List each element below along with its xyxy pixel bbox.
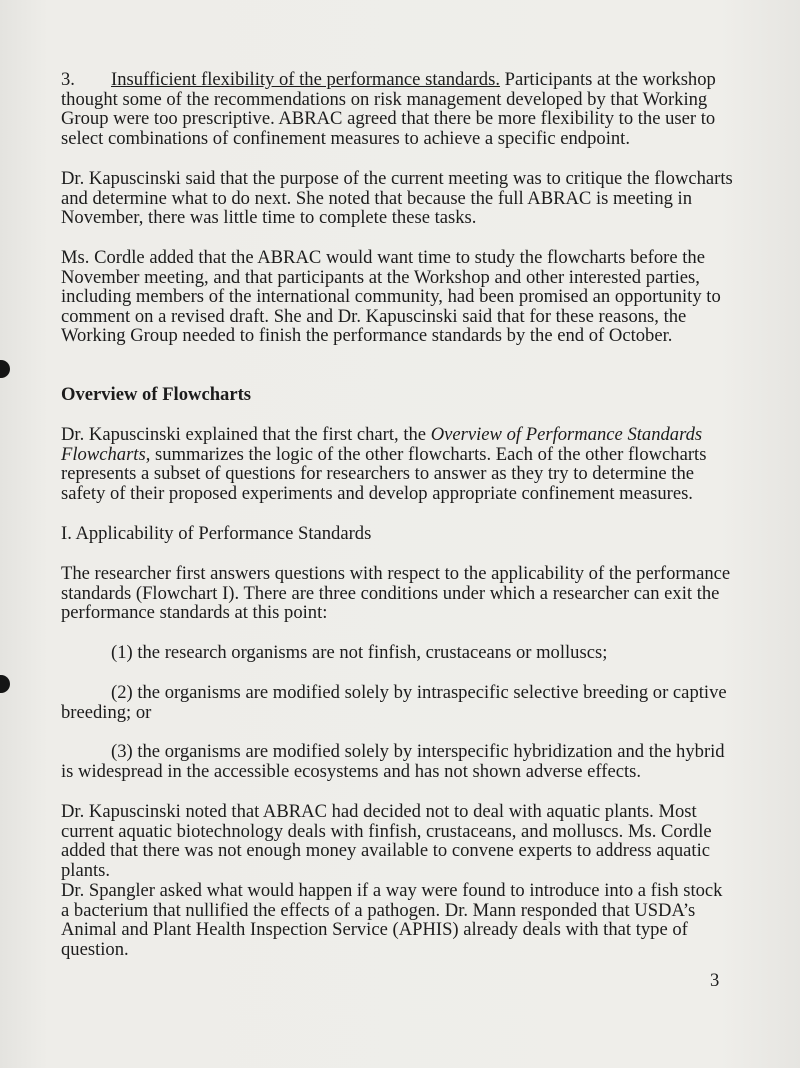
paragraph-applicability: The researcher first answers questions with respect to the applicability of the performance standards (Flowchart I). There are three conditions under which a researcher can exit the performance standards at this point: [61, 563, 731, 624]
item-title: Insufficient flexibility of the performance standards. [111, 69, 500, 90]
paragraph-overview [61, 425, 733, 503]
overview-text-b: , summarizes the logic of the other flowcharts. Each of the other flowcharts represents a subset of questions for researchers to answer as they try to determine the safety of their proposed experiments and develop appropriate confinement measures. [61, 443, 707, 504]
condition-1: (1) the research organisms are not finfish, crustaceans or molluscs; [111, 642, 608, 663]
overview-chart-title: Overview of Performance Standards Flowcharts [61, 424, 703, 465]
item-number: 3. [61, 69, 75, 90]
punch-hole [0, 360, 10, 378]
paragraph-spangler: Dr. Spangler asked what would happen if a way were found to introduce into a fish stock a bacterium that nullified the effects of a pathogen. Dr. Mann responded that USDA’s Animal and Plant Health Inspection Service (APHIS) already deals with that type of question. [61, 880, 723, 960]
heading-overview: Overview of Flowcharts [61, 384, 252, 405]
item-body: Participants at the workshop thought some of the recommendations on risk management developed by that Working Group were too prescriptive. ABRAC agreed that there be more flexibility to the user to select combinations of confinement measures to achieve a specific endpoint. [61, 69, 716, 149]
paragraph-purpose: Dr. Kapuscinski said that the purpose of the current meeting was to critique the flowcharts and determine what to do next. She noted that because the full ABRAC is meeting in November, there was little time to complete these tasks. [61, 168, 733, 229]
item-3-paragraph [61, 70, 733, 148]
paragraph-aquatic-plants: Dr. Kapuscinski noted that ABRAC had decided not to deal with aquatic plants. Most current aquatic biotechnology deals with finfish, crustaceans, and molluscs. Ms. Cordle added that there was not enough money available to convene experts to address aquatic plants. [61, 801, 712, 881]
condition-3: (3) the organisms are modified solely by interspecific hybridization and the hybrid is widespread in the accessible ecosystems and has not shown adverse effects. [61, 741, 725, 782]
heading-section-1: I. Applicability of Performance Standards [61, 523, 372, 544]
punch-hole [0, 675, 10, 693]
overview-text-a: Dr. Kapuscinski explained that the first chart, the [61, 424, 431, 445]
condition-2: (2) the organisms are modified solely by intraspecific selective breeding or captive breeding; or [61, 682, 727, 723]
page-number: 3 [710, 970, 720, 991]
paragraph-cordle: Ms. Cordle added that the ABRAC would want time to study the flowcharts before the November meeting, and that participants at the Workshop and other interested parties, including members of the international community, had been promised an opportunity to comment on a revised draft. She and Dr. Kapuscinski said that for these reasons, the Working Group needed to finish the performance standards by the end of October. [61, 247, 721, 347]
